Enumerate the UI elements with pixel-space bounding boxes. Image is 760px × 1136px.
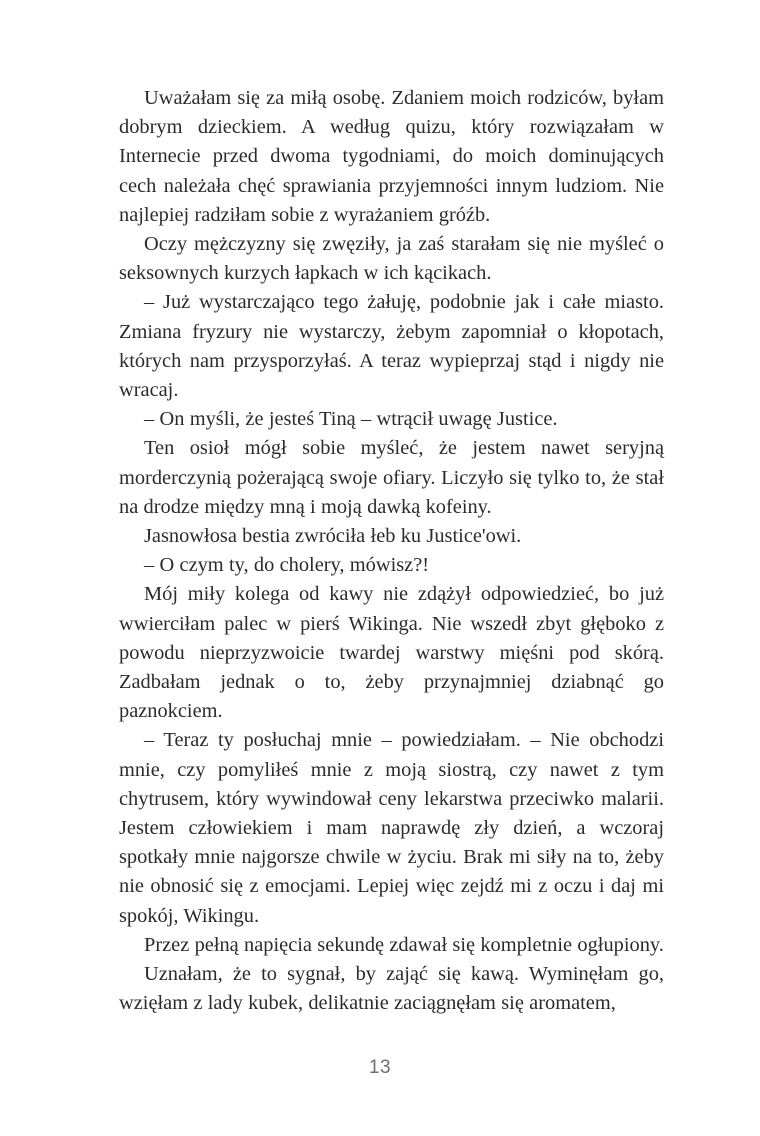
paragraph: Mój miły kolega od kawy nie zdążył odpowiedzieć, bo już wwierciłam palec w pierś Wikinga. Nie wszedł zbyt głęboko z powodu nieprzyzwoicie twardej warstwy mięśni pod skórą. Zadbałam jednak o to, żeby przynajmniej dziabnąć go paznokciem. [119, 583, 664, 723]
paragraph: – On myśli, że jesteś Tiną – wtrącił uwagę Justice. [144, 408, 558, 431]
paragraph: Uważałam się za miłą osobę. Zdaniem moich rodziców, byłam dobrym dzieckiem. A według quizu, który rozwiązałam w Internecie przed dwoma tygodniami, do moich dominujących cech należała chęć sprawiania przyjemności innym ludziom. Nie najlepiej radziłam sobie z wyrażaniem gróźb. [119, 87, 664, 226]
paragraph: Oczy mężczyzny się zwęziły, ja zaś starałam się nie myśleć o seksownych kurzych łapkach w ich kącikach. [119, 233, 664, 285]
paragraph: Ten osioł mógł sobie myśleć, że jestem nawet seryjną morderczynią pożerającą swoje ofiary. Liczyło się tylko to, że stał na drodze między mną i moją dawką kofeiny. [119, 437, 664, 518]
paragraph: – Już wystarczająco tego żałuję, podobnie jak i całe miasto. Zmiana fryzury nie wystarczy, żebym zapomniał o kłopotach, których nam przysporzyłaś. A teraz wypieprzaj stąd i nigdy nie wracaj. [119, 291, 664, 402]
paragraph: Przez pełną napięcia sekundę zdawał się kompletnie ogłupiony. [144, 933, 664, 956]
paragraph: Jasnowłosa bestia zwróciła łeb ku Justice'owi. [144, 525, 522, 548]
paragraph: – O czym ty, do cholery, mówisz?! [144, 554, 430, 577]
paragraph: – Teraz ty posłuchaj mnie – powiedziałam. – Nie obchodzi mnie, czy pomyliłeś mnie z moją siostrą, czy nawet z tym chytrusem, który wywindował ceny lekarstwa przeciwko malarii. Jestem człowiekiem i mam naprawdę zły dzień, a wczoraj spotkały mnie najgorsze chwile w życiu. Brak mi siły na to, żeby nie obnosić się z emocjami. Lepiej więc zejdź mi z oczu i daj mi spokój, Wikingu. [119, 729, 664, 927]
page-number: 13 [368, 1057, 392, 1078]
body-text-column [119, 84, 664, 1019]
paragraph: Uznałam, że to sygnał, by zająć się kawą. Wyminęłam go, wzięłam z lady kubek, delikatnie zaciągnęłam się aromatem, [119, 963, 664, 1015]
